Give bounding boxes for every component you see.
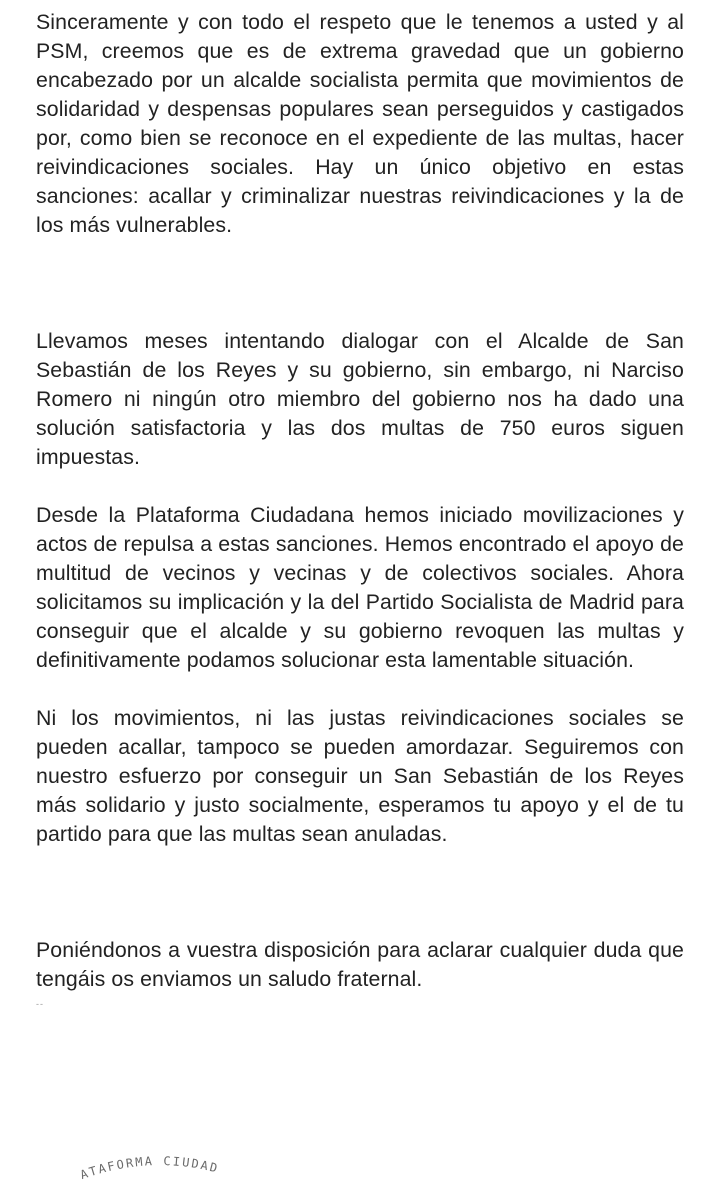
email-body	[36, 8, 684, 1010]
paragraph-dialogue: Llevamos meses intentando dialogar con el Alcalde de San Sebastián de los Reyes y su gobierno, sin embargo, ni Narciso Romero ni ningún otro miembro del gobierno nos ha dado una solución satisfactoria y las dos multas de 750 euros siguen impuestas.	[36, 329, 684, 469]
paragraph-commitment: Ni los movimientos, ni las justas reivindicaciones sociales se pueden acallar, tampoco se pueden amordazar. Seguiremos con nuestro esfuerzo por conseguir un San Sebastián de los Reyes más solidario y justo socialmente, esperamos tu apoyo y el de tu partido para que las multas sean anuladas.	[36, 706, 684, 846]
paragraph-mobilizations: Desde la Plataforma Ciudadana hemos iniciado movilizaciones y actos de repulsa a estas sanciones. Hemos encontrado el apoyo de multitud de vecinos y vecinas y de colectivos sociales. Ahora solicitamos su implicación y la del Partido Socialista de Madrid para conseguir que el alcalde y su gobierno revoquen las multas y definitivamente podamos solucionar esta lamentable situación.	[36, 503, 684, 672]
paragraph-closing: Poniéndonos a vuestra disposición para aclarar cualquier duda que tengáis os enviamos un saludo fraternal.	[36, 938, 684, 991]
platform-logo	[70, 1140, 250, 1183]
logo-arc-graphic	[70, 1140, 250, 1200]
paragraph-intro: Sinceramente y con todo el respeto que le tenemos a usted y al PSM, creemos que es de extrema gravedad que un gobierno encabezado por un alcalde socialista permita que movimientos de solidaridad y despensas populares sean perseguidos y castigados por, como bien se reconoce en el expediente de las multas, hacer reivindicaciones sociales. Hay un único objetivo en estas sanciones: acallar y criminalizar nuestras reivindicaciones y la de los más vulnerables.	[36, 10, 684, 237]
signature-separator: --	[36, 999, 44, 1009]
logo-arc-text: ATAFORMA CIUDAD	[78, 1153, 221, 1183]
